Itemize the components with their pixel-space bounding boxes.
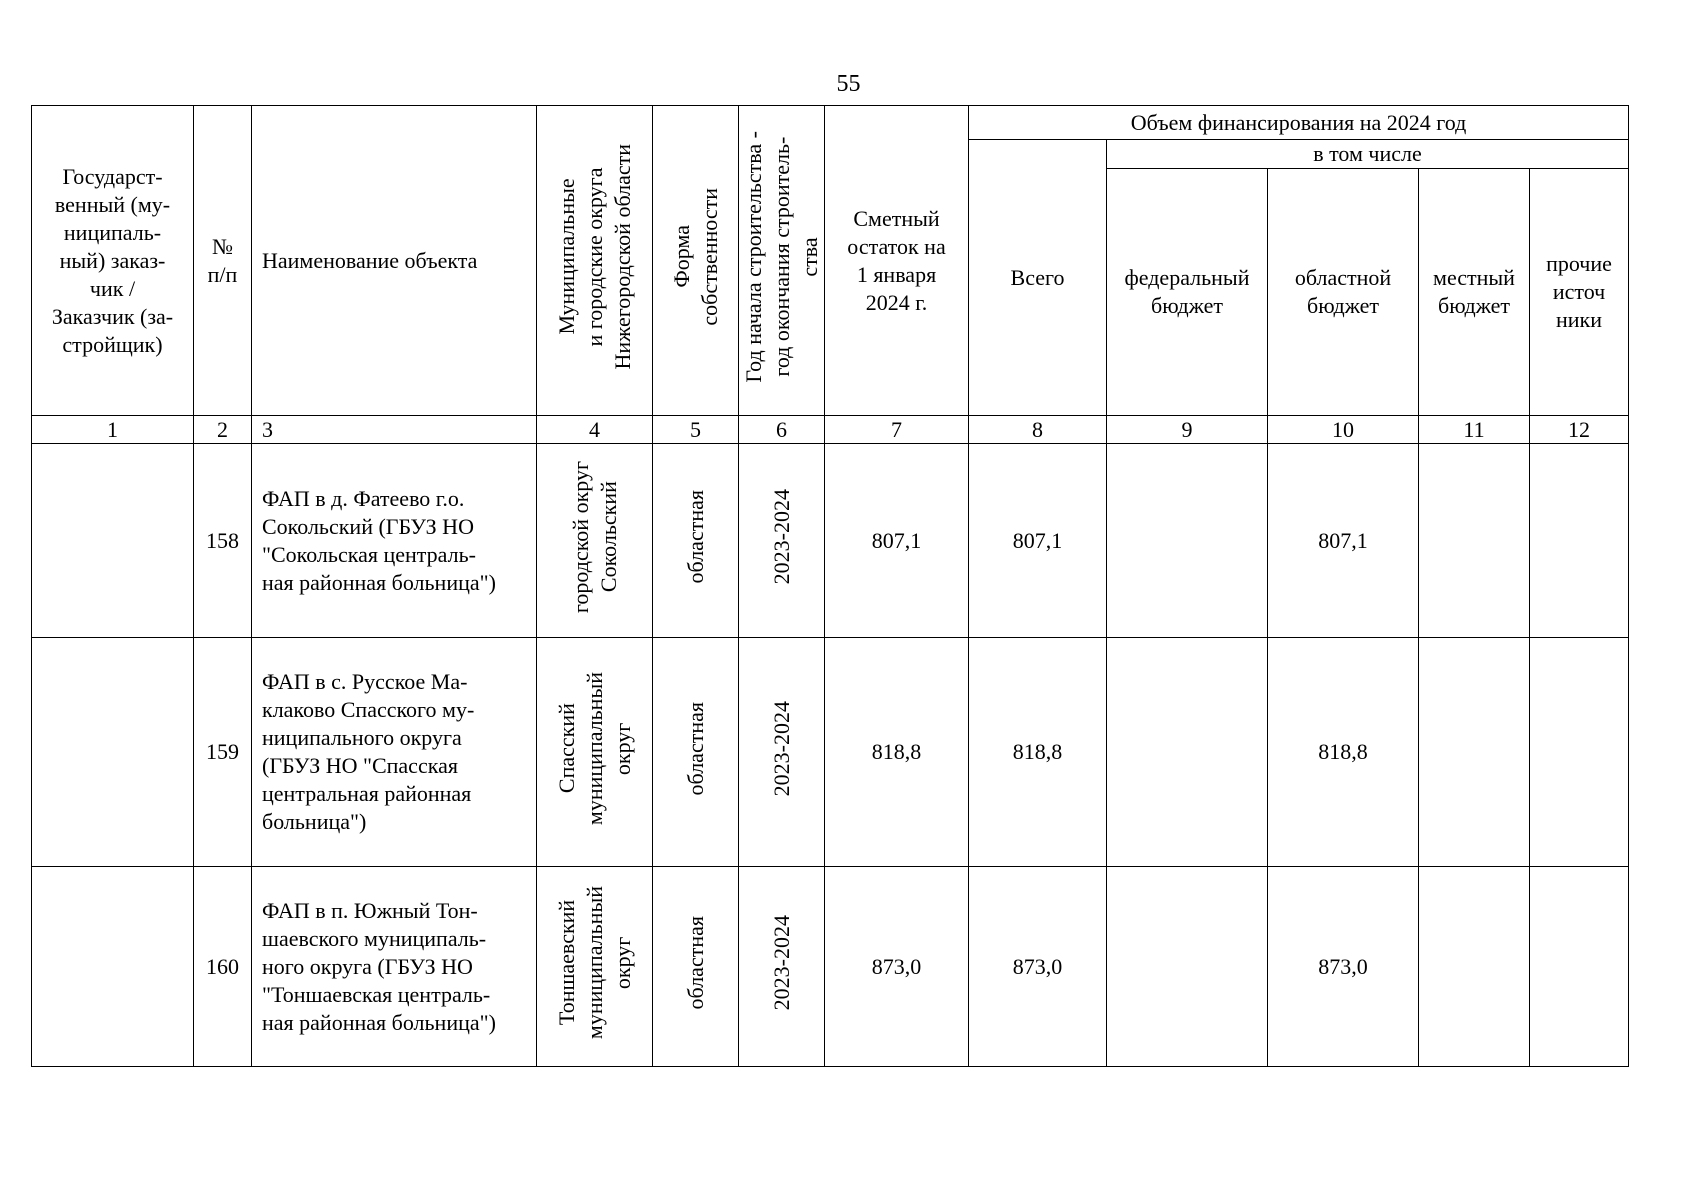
column-number: 8 — [969, 416, 1107, 444]
column-number: 1 — [32, 416, 194, 444]
cell-ownership: областная — [653, 638, 739, 867]
column-number: 7 — [825, 416, 969, 444]
cell-estimate: 873,0 — [825, 867, 969, 1067]
cell-local — [1419, 444, 1530, 638]
header-name: Наименование объекта — [252, 106, 537, 416]
cell-customer — [32, 867, 194, 1067]
cell-name: ФАП в д. Фатеево г.о. Сокольский (ГБУЗ НО "Сокольская централь- ная районная больница") — [252, 444, 537, 638]
cell-total: 818,8 — [969, 638, 1107, 867]
cell-regional: 807,1 — [1268, 444, 1419, 638]
cell-other — [1530, 638, 1629, 867]
table-row — [32, 638, 1629, 867]
cell-estimate: 818,8 — [825, 638, 969, 867]
column-number-row — [32, 416, 1629, 444]
header-ownership: Форма собственности — [653, 106, 739, 416]
cell-federal — [1107, 867, 1268, 1067]
header-including: в том числе — [1107, 140, 1629, 169]
header-estimate: Сметный остаток на 1 января 2024 г. — [825, 106, 969, 416]
header-other: прочие источ ники — [1530, 169, 1629, 416]
cell-customer — [32, 444, 194, 638]
column-number: 9 — [1107, 416, 1268, 444]
header-federal: федеральный бюджет — [1107, 169, 1268, 416]
cell-number: 158 — [194, 444, 252, 638]
column-number: 10 — [1268, 416, 1419, 444]
column-number: 3 — [252, 416, 537, 444]
cell-customer — [32, 638, 194, 867]
cell-years: 2023-2024 — [739, 638, 825, 867]
cell-regional: 818,8 — [1268, 638, 1419, 867]
header-row-1 — [32, 106, 1629, 140]
header-customer: Государст- венный (му- ниципаль- ный) заказ- чик / Заказчик (за- стройщик) — [32, 106, 194, 416]
cell-years: 2023-2024 — [739, 444, 825, 638]
header-regional: областной бюджет — [1268, 169, 1419, 416]
header-funding-title: Объем финансирования на 2024 год — [969, 106, 1629, 140]
table-row — [32, 867, 1629, 1067]
cell-municipality: Спасский муниципальный округ — [537, 638, 653, 867]
header-municipality: Муниципальные и городские округа Нижегородской области — [537, 106, 653, 416]
table-row — [32, 444, 1629, 638]
column-number: 5 — [653, 416, 739, 444]
column-number: 4 — [537, 416, 653, 444]
column-number: 2 — [194, 416, 252, 444]
cell-federal — [1107, 638, 1268, 867]
cell-regional: 873,0 — [1268, 867, 1419, 1067]
column-number: 11 — [1419, 416, 1530, 444]
cell-years: 2023-2024 — [739, 867, 825, 1067]
cell-total: 873,0 — [969, 867, 1107, 1067]
cell-municipality: городской округ Сокольский — [537, 444, 653, 638]
cell-federal — [1107, 444, 1268, 638]
cell-local — [1419, 867, 1530, 1067]
column-number: 12 — [1530, 416, 1629, 444]
cell-other — [1530, 867, 1629, 1067]
cell-total: 807,1 — [969, 444, 1107, 638]
cell-other — [1530, 444, 1629, 638]
cell-number: 160 — [194, 867, 252, 1067]
page-number: 55 — [836, 71, 861, 97]
financing-table — [31, 105, 1629, 1067]
column-number: 6 — [739, 416, 825, 444]
cell-name: ФАП в п. Южный Тон- шаевского муниципаль- ного округа (ГБУЗ НО "Тоншаевская централь- ная районная больница") — [252, 867, 537, 1067]
header-local: местный бюджет — [1419, 169, 1530, 416]
header-number: № п/п — [194, 106, 252, 416]
cell-name: ФАП в с. Русское Ма- клаково Спасского му- ниципального округа (ГБУЗ НО "Спасская центральная районная больница") — [252, 638, 537, 867]
cell-number: 159 — [194, 638, 252, 867]
cell-municipality: Тоншаевский муниципальный округ — [537, 867, 653, 1067]
cell-ownership: областная — [653, 444, 739, 638]
cell-local — [1419, 638, 1530, 867]
header-years: Год начала строительства - год окончания строитель- ства — [739, 106, 825, 416]
cell-estimate: 807,1 — [825, 444, 969, 638]
header-total: Всего — [969, 140, 1107, 416]
cell-ownership: областная — [653, 867, 739, 1067]
